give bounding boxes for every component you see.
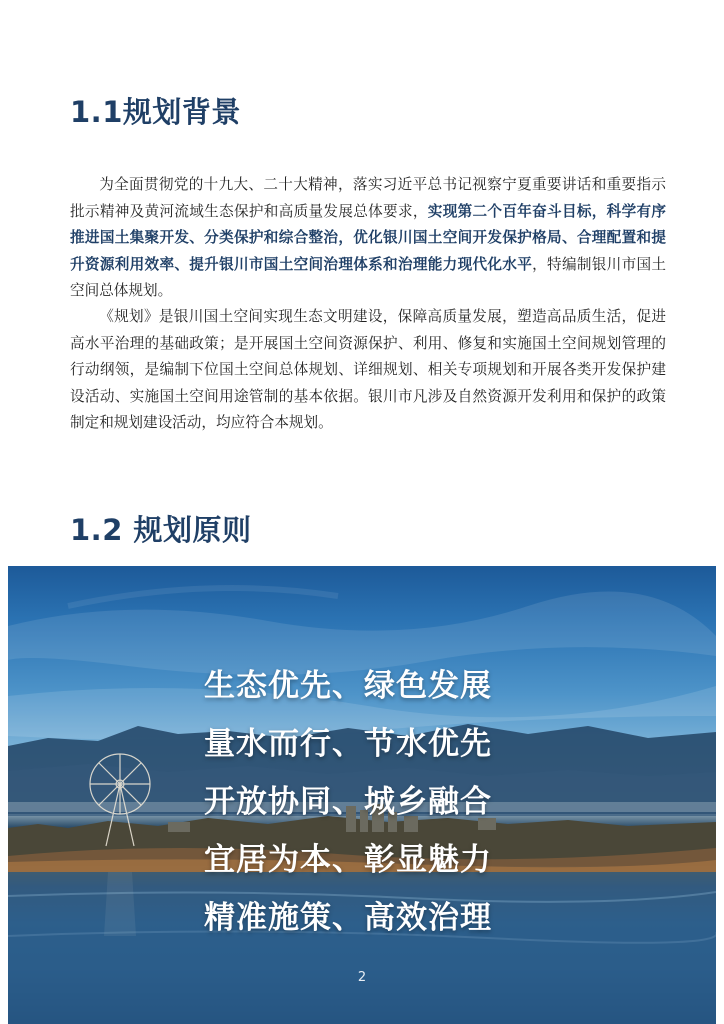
section-title-principles: 1.2 规划原则 — [70, 513, 252, 547]
principle-item: 生态优先、绿色发展 — [204, 668, 492, 704]
principle-item: 精准施策、高效治理 — [204, 900, 492, 936]
highlighted-text: 实现第二个百年奋斗目标，科学有序推进国土集聚开发、分类保护和综合整治，优化银川国土空间开发保护格局、合理配置和提升资源利用效率、提升银川市国土空间治理体系和治理能力现代化水平 — [70, 202, 666, 273]
section-title-background: 1.1规划背景 — [70, 95, 241, 129]
principle-item: 量水而行、节水优先 — [204, 726, 492, 762]
principles-list — [204, 664, 492, 954]
landscape-photo — [8, 566, 716, 1024]
background-paragraph-1 — [70, 172, 666, 305]
principle-item: 宜居为本、彰显魅力 — [204, 842, 492, 878]
paragraph-text: ，特编制银川市国土空间总体规划。 — [70, 255, 666, 299]
background-paragraph-2: 《规划》是银川国土空间实现生态文明建设，保障高质量发展，塑造高品质生活，促进高水平治理的基础政策；是开展国土空间资源保护、利用、修复和实施国土空间规划管理的行动纲领，是编制下位国土空间总体规划、详细规划、相关专项规划和开展各类开发保护建设活动、实施国土空间用途管制的基本依据。银川市凡涉及自然资源开发利用和保护的政策制定和规划建设活动，均应符合本规划。 — [70, 308, 666, 431]
principle-item: 开放协同、城乡融合 — [204, 784, 492, 820]
paragraph-text: 为全面贯彻党的十九大、二十大精神，落实习近平总书记视察宁夏重要讲话和重要指示批示精神及黄河流域生态保护和高质量发展总体要求， — [70, 176, 666, 220]
page-number: 2 — [357, 970, 367, 985]
